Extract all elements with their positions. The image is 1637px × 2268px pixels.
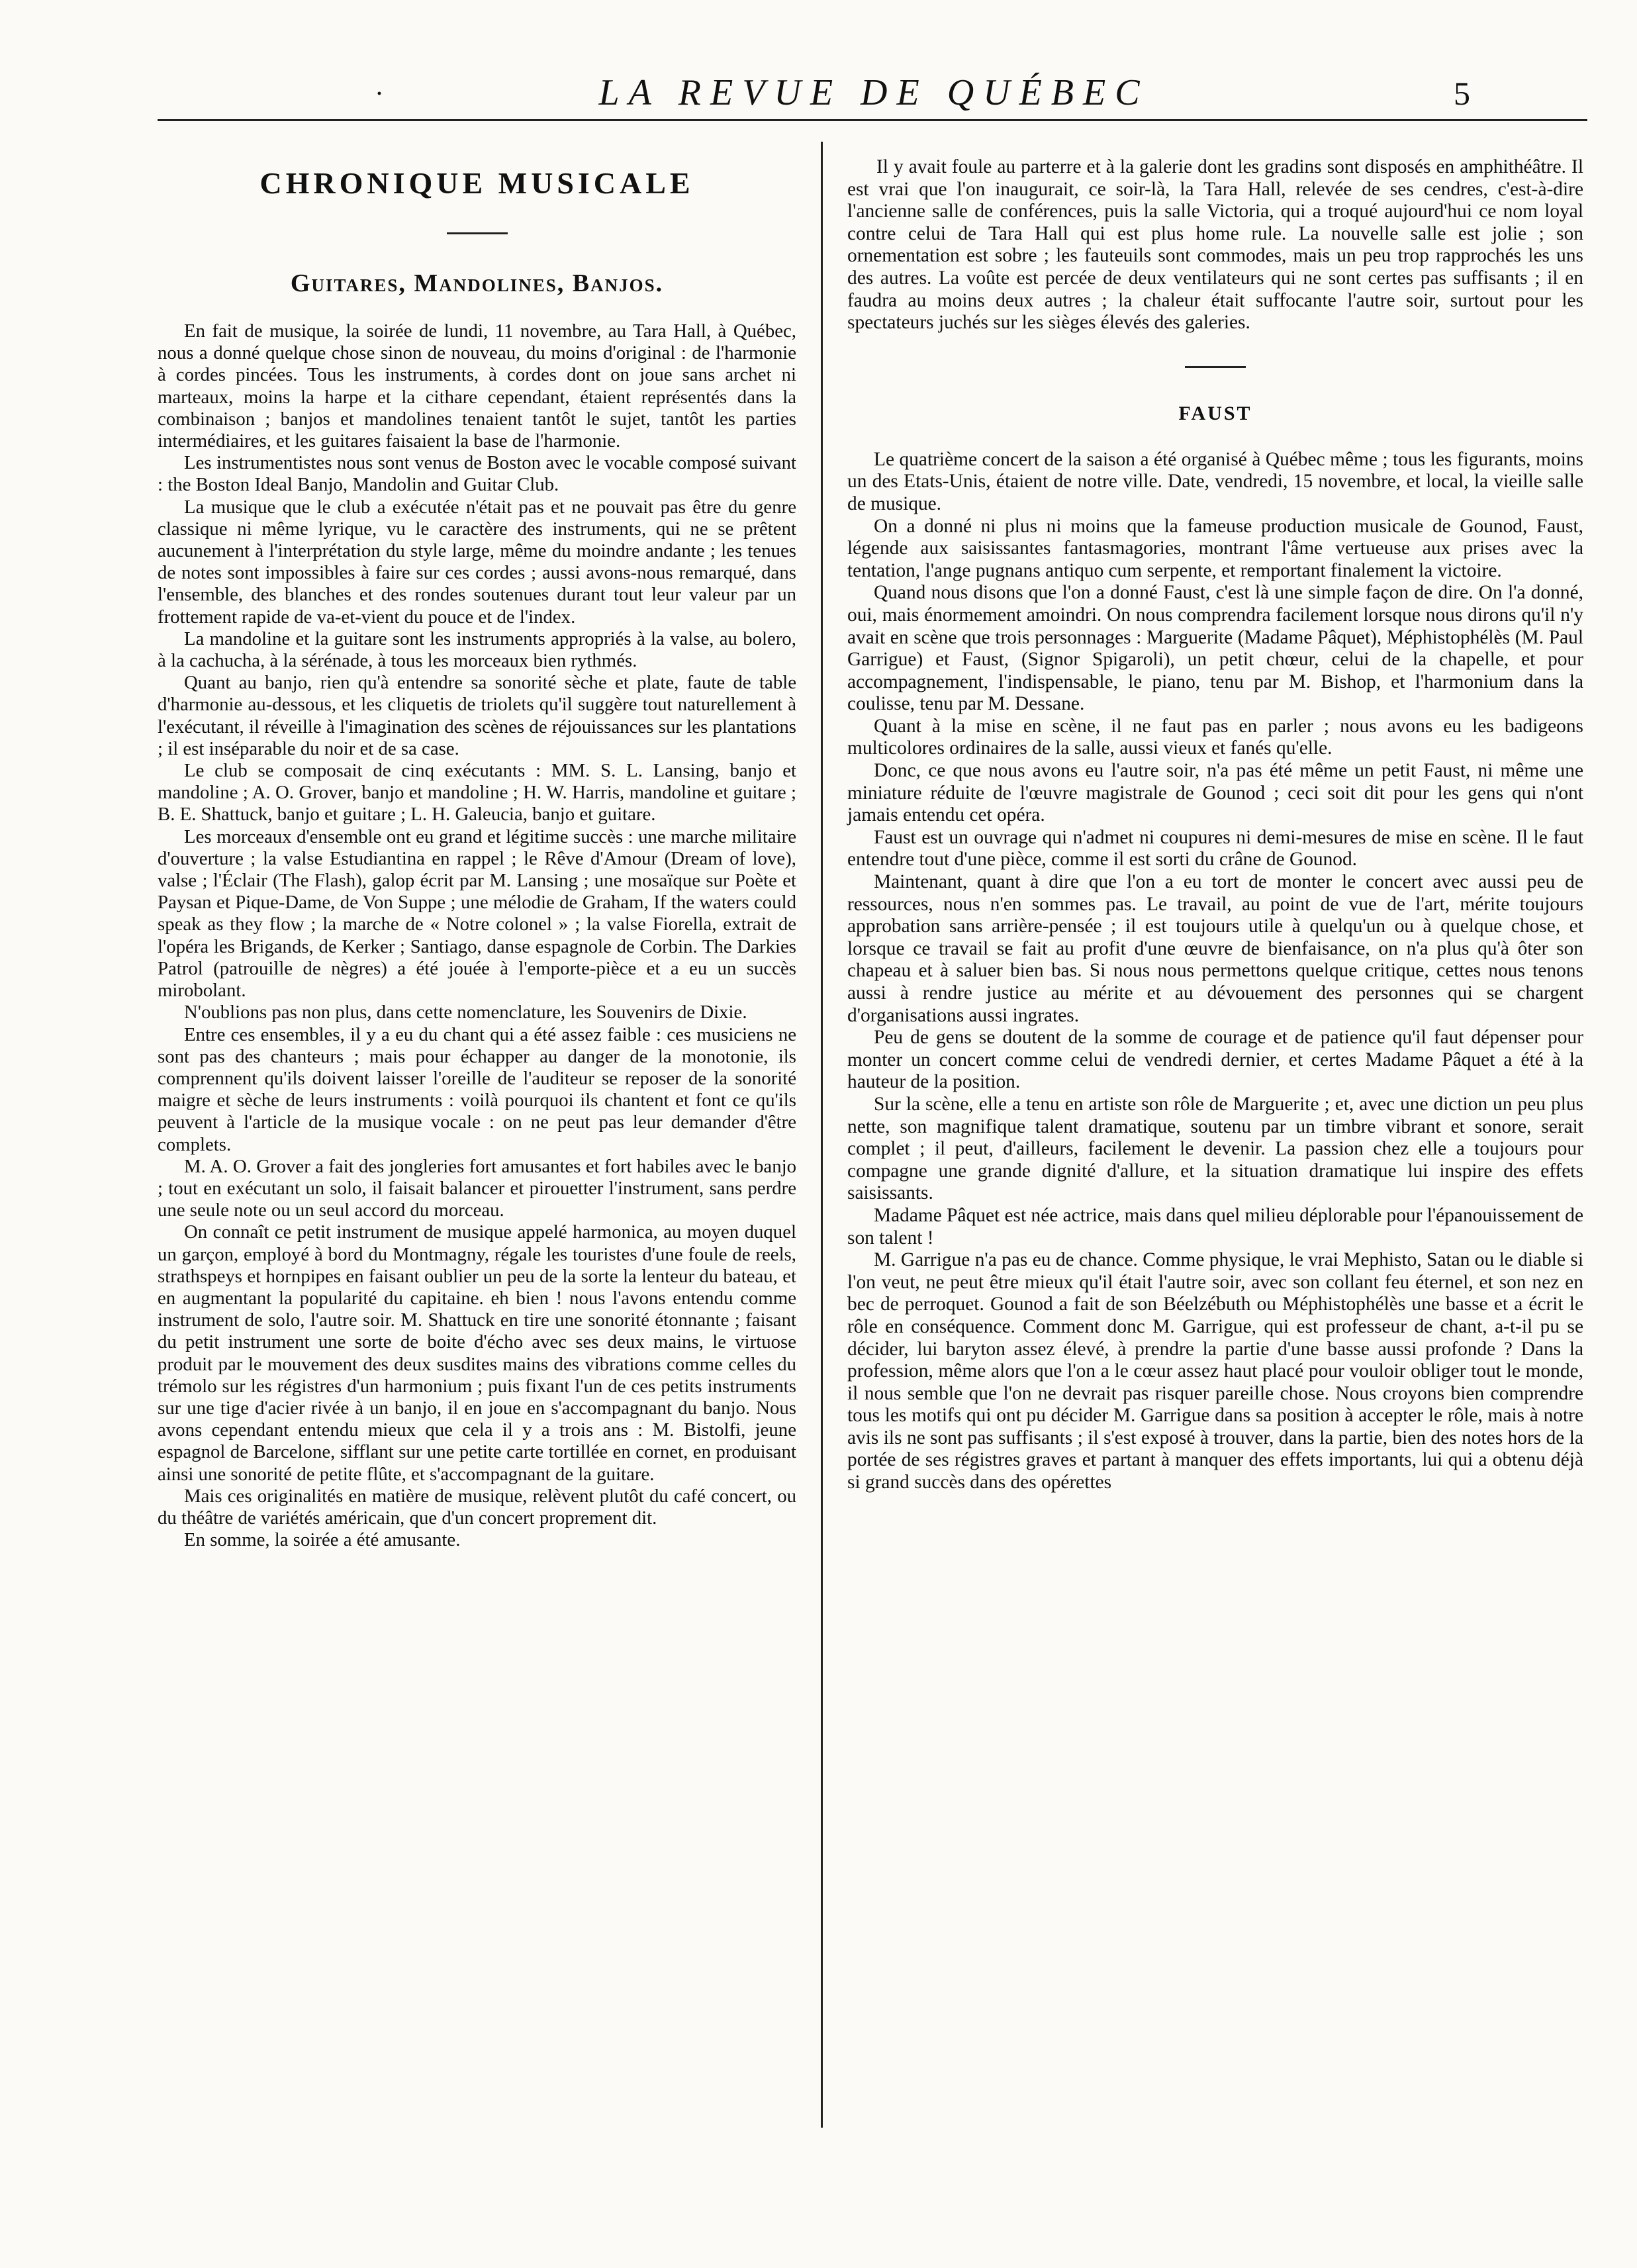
section-divider-rule [1185, 366, 1246, 368]
paragraph: M. Garrigue n'a pas eu de chance. Comme physique, le vrai Mephisto, Satan ou le diable si l'on veut, ne peut être mieux qu'il était l'autre soir, avec son collant feu éternel, et son nez en bec de perroquet. Gounod a fait de son Béelzébuth ou Méphistophélès une basse et a écrit le rôle en conséquence. Comment donc M. Garrigue, qui est professeur de chant, a-t-il pu se décider, lui baryton assez élevé, à prendre la partie d'une basse aussi profonde ? Dans la profession, même alors que l'on a le cœur assez haut placé pour vouloir obliger tout le monde, il nous semble que l'on ne devrait pas risquer pareille chose. Nous croyons bien comprendre tous les motifs qui ont pu décider M. Garrigue dans sa position à accepter le rôle, mais à notre avis ils ne sont pas suffisants ; il s'est exposé à trouver, dans la partie, bien des notes hors de la portée de ses régistres graves et partant à manquer des effets importants, lui qui a obtenu déjà si grand succès dans des opérettes [847, 1249, 1583, 1493]
page-number: 5 [1454, 75, 1470, 112]
paragraph: Sur la scène, elle a tenu en artiste son rôle de Marguerite ; et, avec une diction un peu plus nette, son magnifique talent dramatique, soutenu par un timbre vibrant et sonore, serait complet ; il peut, d'ailleurs, facilement le devenir. La passion chez elle a toujours pour compagne une grande dignité d'allure, et la situation dramatique lui inspire des effets saisissants. [847, 1093, 1583, 1204]
paragraph: Mais ces originalités en matière de musique, relèvent plutôt du café concert, ou du théâtre de variétés américain, que d'un concert proprement dit. [158, 1485, 796, 1529]
paragraph: Peu de gens se doutent de la somme de courage et de patience qu'il faut dépenser pour monter un concert comme celui de vendredi dernier, et certes Madame Pâquet a été à la hauteur de la position. [847, 1027, 1583, 1093]
paragraph: Les morceaux d'ensemble ont eu grand et légitime succès : une marche militaire d'ouverture ; la valse Estudiantina en rappel ; le Rêve d'Amour (Dream of love), valse ; l'Éclair (The Flash), galop écrit par M. Lansing ; une mosaïque sur Poète et Paysan et Pique-Dame, de Von Suppe ; une mélodie de Graham, If the waters could speak as they flow ; la marche de « Notre colonel » ; la valse Fiorella, extrait de l'opéra les Brigands, de Kerker ; Santiago, danse espagnole de Corbin. The Darkies Patrol (patrouille de nègres) a été jouée à l'emporte-pièce et a eu un succès mirobolant. [158, 826, 796, 1002]
paragraph: La mandoline et la guitare sont les instruments appropriés à la valse, au bolero, à la cachucha, à la sérénade, à tous les morceaux bien rythmés. [158, 628, 796, 672]
paragraph: Quant au banjo, rien qu'à entendre sa sonorité sèche et plate, faute de table d'harmonie au-dessous, et les cliquetis de triolets qu'il suggère tout naturellement à l'exécutant, il réveille à l'imagination des scènes de réjouissances sur les plantations ; il est inséparable du noir et de sa case. [158, 672, 796, 759]
paragraph: La musique que le club a exécutée n'était pas et ne pouvait pas être du genre classique ni même lyrique, vu le caractère des instruments, qui ne se prêtent aucunement à l'interprétation du style large, même du moindre andante ; les tenues de notes sont impossibles à faire sur ces cordes ; aussi avons-nous remarqué, dans l'ensemble, des blanches et des rondes soutenues durant tout leur valeur par un frottement rapide de va-et-vient du pouce et de l'index. [158, 496, 796, 628]
paragraph: M. A. O. Grover a fait des jongleries fort amusantes et fort habiles avec le banjo ; tout en exécutant un solo, il faisait balancer et pirouetter l'instrument, sans perdre une seule note ou un seul accord du morceau. [158, 1155, 796, 1221]
paragraph: On connaît ce petit instrument de musique appelé harmonica, au moyen duquel un garçon, employé à bord du Montmagny, régale les touristes d'une foule de reels, strathspeys et hornpipes en faisant oublier un peu de la sorte la lenteur du bateau, et en augmentant la popularité du capitaine. eh bien ! nous l'avons entendu comme instrument de solo, l'autre soir. M. Shattuck en tire une sonorité étonnante ; faisant du petit instrument une sorte de boite d'écho avec ses deux mains, le virtuose produit par le mouvement des deux susdites mains des vibrations comme celles du trémolo sur les régistres d'un harmonium ; puis fixant l'un de ces petits instruments sur une tige d'acier rivée à un banjo, il en joue en s'accompagnant du banjo. Nous avons cependant entendu mieux que cela il y a trois ans : M. Bistolfi, jeune espagnol de Barcelone, sifflant sur une petite carte tortillée en cornet, en produisant ainsi une sonorité de petite flûte, et s'accompagnant de la guitare. [158, 1221, 796, 1485]
section-title: CHRONIQUE MUSICALE [259, 166, 694, 200]
column-divider [821, 142, 823, 2128]
paragraph: Il y avait foule au parterre et à la galerie dont les gradins sont disposés en amphithéâtre. Il est vrai que l'on inaugurait, ce soir-là, la Tara Hall, relevée de ses cendres, c'est-à-dire l'ancienne salle de conférences, puis la salle Victoria, qui a troqué aujourd'hui ce nom loyal contre celui de Tara Hall qui est plus home rule. La nouvelle salle est jolie ; son ornementation est sobre ; les fauteuils sont commodes, mais un peu trop rapprochés les uns des autres. La voûte est percée de deux ventilateurs qui ne sont certes pas suffisants ; il en faudra au moins deux autres ; la chaleur était suffocante l'autre soir, surtout pour les spectateurs juchés sur les sièges élevés des galeries. [847, 156, 1583, 334]
header-dot: · [375, 79, 384, 109]
paragraph: Faust est un ouvrage qui n'admet ni coupures ni demi-mesures de mise en scène. Il le faut entendre tout d'une pièce, comme il est sorti du crâne de Gounod. [847, 826, 1583, 871]
left-column [158, 156, 796, 1551]
paragraph: Entre ces ensembles, il y a eu du chant qui a été assez faible : ces musiciens ne sont pas des chanteurs ; mais pour échapper au danger de la monotonie, ils comprennent qu'ils doivent laisser l'oreille de l'auditeur se reposer de la sonorité maigre et sèche de leurs instruments : voilà pourquoi ils chantent et font ce qu'ils peuvent à l'article de la musique vocale : on ne peut pas leur demander d'être complets. [158, 1023, 796, 1155]
paragraph: Madame Pâquet est née actrice, mais dans quel milieu déplorable pour l'épanouissement de son talent ! [847, 1204, 1583, 1249]
paragraph: Le quatrième concert de la saison a été organisé à Québec même ; tous les figurants, moins un des Etats-Unis, étaient de notre ville. Date, vendredi, 15 novembre, et local, la vieille salle de musique. [847, 448, 1583, 514]
paragraph: Les instrumentistes nous sont venus de Boston avec le vocable composé suivant : the Boston Ideal Banjo, Mandolin and Guitar Club. [158, 452, 796, 496]
paragraph: Maintenant, quant à dire que l'on a eu tort de monter le concert avec aussi peu de ressources, nous n'en sommes pas. Le travail, au point de vue de l'art, mérite toujours approbation sans arrière-pensée ; il est toujours utile à quelqu'un ou à quelque chose, et lorsque ce travail se fait au profit d'une œuvre de bienfaisance, on n'a plus qu'à ôter son chapeau et à saluer bien bas. Si nous nous permettons quelque critique, cettes nous tenons aussi à rendre justice au mérite et au dévouement des personnes qui se chargent d'organisations aussi ingrates. [847, 871, 1583, 1026]
paragraph: Donc, ce que nous avons eu l'autre soir, n'a pas été même un petit Faust, ni même une miniature réduite de l'œuvre magistrale de Gounod ; ceci soit dit pour les gens qui n'ont jamais entendu cet opéra. [847, 760, 1583, 826]
section-subtitle: Guitares, Mandolines, Banjos. [290, 269, 664, 297]
paragraph: On a donné ni plus ni moins que la fameuse production musicale de Gounod, Faust, légende aux saisissantes fantasmagories, montrant l'âme vertueuse aux prises avec la tentation, l'ange pugnans antiquo cum serpente, et remportant finalement la victoire. [847, 515, 1583, 581]
right-column [847, 156, 1583, 1494]
journal-title: LA REVUE DE QUÉBEC [598, 72, 1149, 113]
paragraph: En somme, la soirée a été amusante. [184, 1529, 461, 1551]
paragraph: Quand nous disons que l'on a donné Faust, c'est là une simple façon de dire. On l'a donné, oui, mais énormement amoindri. On nous comprendra facilement lorsque nous dirons qu'il n'y avait en scène que trois personnages : Marguerite (Madame Pâquet), Méphistophélès (M. Paul Garrigue) et Faust, (Signor Spigaroli), un petit chœur, celui de la chapelle, et pour accompagnement, l'indispensable, le piano, tenu par M. Bishop, et l'harmonium dans la coulisse, tenu par M. Dessane. [847, 582, 1583, 715]
header-rule [158, 119, 1587, 121]
title-rule [447, 232, 508, 234]
faust-title: FAUST [1178, 402, 1252, 424]
running-head [0, 71, 1637, 124]
paragraph: Quant à la mise en scène, il ne faut pas en parler ; nous avons eu les badigeons multicolores ordinaires de la salle, aussi vieux et fanés qu'elle. [847, 715, 1583, 759]
paragraph: Le club se composait de cinq exécutants : MM. S. L. Lansing, banjo et mandoline ; A. O. Grover, banjo et mandoline ; H. W. Harris, mandoline et guitare ; B. E. Shattuck, banjo et guitare ; L. H. Galeucia, banjo et guitare. [158, 760, 796, 826]
paragraph: En fait de musique, la soirée de lundi, 11 novembre, au Tara Hall, à Québec, nous a donné quelque chose sinon de nouveau, du moins d'original : de l'harmonie à cordes pincées. Tous les instruments, à cordes dont on joue sans archet ni marteaux, moins la harpe et la cithare cependant, étaient représentés dans la combinaison ; banjos et mandolines tenaient tantôt le sujet, tantôt les parties intermédiaires, et les guitares faisaient la base de l'harmonie. [158, 320, 796, 452]
paragraph: N'oublions pas non plus, dans cette nomenclature, les Souvenirs de Dixie. [184, 1002, 747, 1023]
